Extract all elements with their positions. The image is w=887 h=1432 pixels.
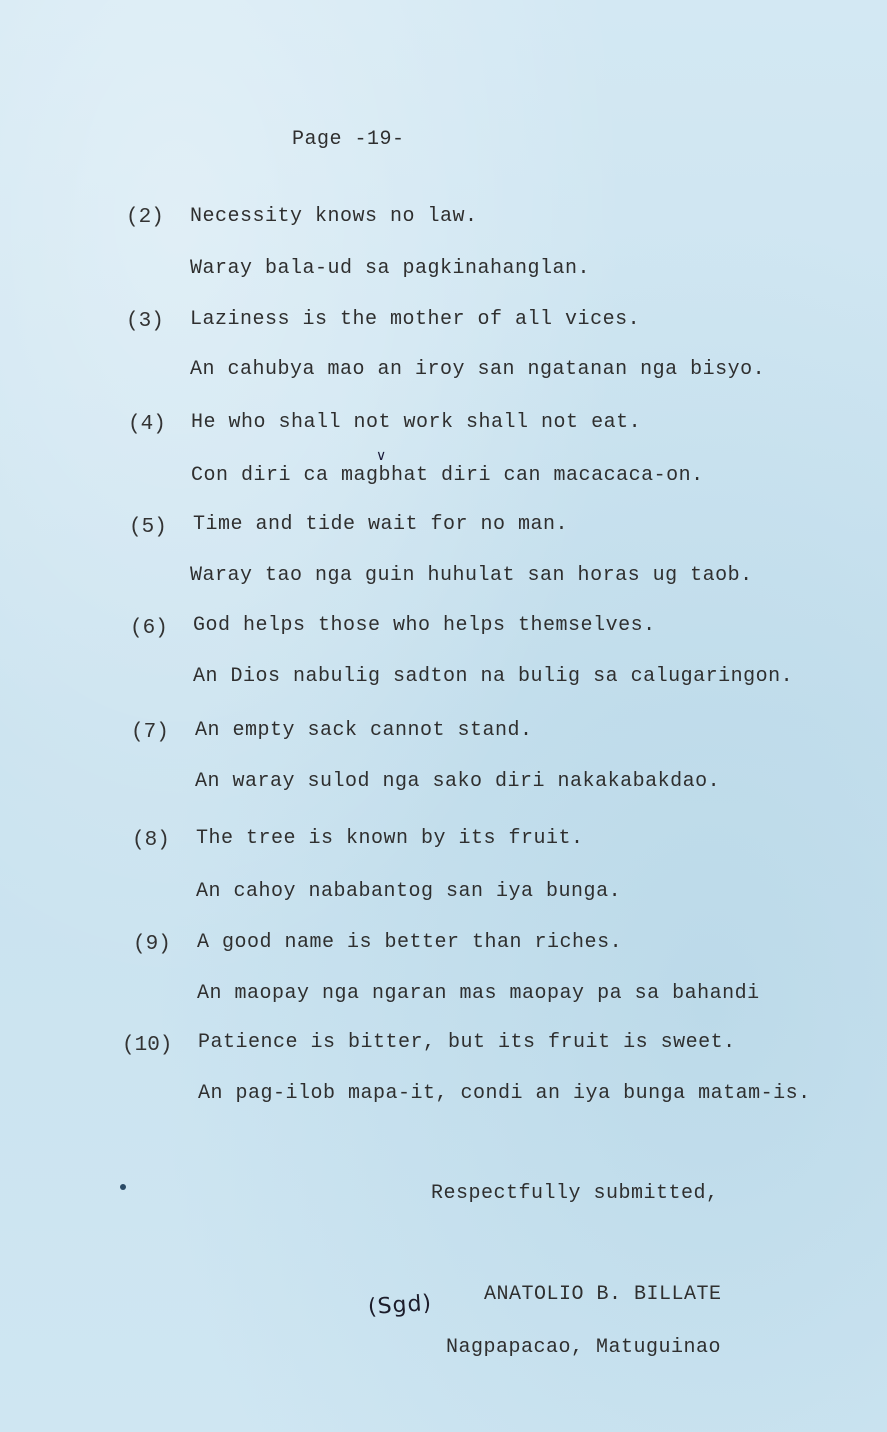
proverb-english: An empty sack cannot stand. <box>195 719 533 742</box>
proverb-number: (10) <box>122 1034 173 1057</box>
closing-salutation: Respectfully submitted, <box>431 1182 719 1205</box>
proverb-waray: An waray sulod nga sako diri nakakabakdao. <box>195 770 721 793</box>
proverb-english: God helps those who helps themselves. <box>193 614 656 637</box>
signatory-name: ANATOLIO B. BILLATE <box>484 1283 722 1306</box>
proverb-waray: Waray tao nga guin huhulat san horas ug taob. <box>190 564 753 587</box>
ink-spot <box>120 1184 126 1190</box>
proverb-english: Patience is bitter, but its fruit is sweet. <box>198 1031 736 1054</box>
proverb-waray: An cahoy nababantog san iya bunga. <box>196 880 622 903</box>
proverb-number: (2) <box>126 206 164 229</box>
proverb-waray: An maopay nga ngaran mas maopay pa sa bahandi <box>197 982 760 1005</box>
signed-mark: (Sgd) <box>367 1290 433 1321</box>
proverb-number: (9) <box>133 933 171 956</box>
signatory-location: Nagpapacao, Matuguinao <box>446 1336 722 1359</box>
proverb-number: (6) <box>130 617 168 640</box>
proverb-english: Laziness is the mother of all vices. <box>190 308 641 331</box>
correction-caret-mark: ∨ <box>376 448 387 464</box>
proverb-english: The tree is known by its fruit. <box>196 827 584 850</box>
proverb-waray: Waray bala-ud sa pagkinahanglan. <box>190 257 591 280</box>
proverb-waray: An pag-ilob mapa-it, condi an iya bunga matam-is. <box>198 1082 811 1105</box>
page-header: Page -19- <box>292 128 405 151</box>
proverb-waray: Con diri ca magbhat diri can macacaca-on. <box>191 464 704 487</box>
proverb-number: (7) <box>131 721 169 744</box>
proverb-number: (5) <box>129 516 167 539</box>
proverb-english: He who shall not work shall not eat. <box>191 411 642 434</box>
proverb-english: Necessity knows no law. <box>190 205 478 228</box>
proverb-waray: An cahubya mao an iroy san ngatanan nga bisyo. <box>190 358 766 381</box>
proverb-number: (8) <box>132 829 170 852</box>
proverb-number: (3) <box>126 310 164 333</box>
proverb-number: (4) <box>128 413 166 436</box>
proverb-english: A good name is better than riches. <box>197 931 623 954</box>
proverb-waray: An Dios nabulig sadton na bulig sa calugaringon. <box>193 665 794 688</box>
proverb-english: Time and tide wait for no man. <box>193 513 569 536</box>
